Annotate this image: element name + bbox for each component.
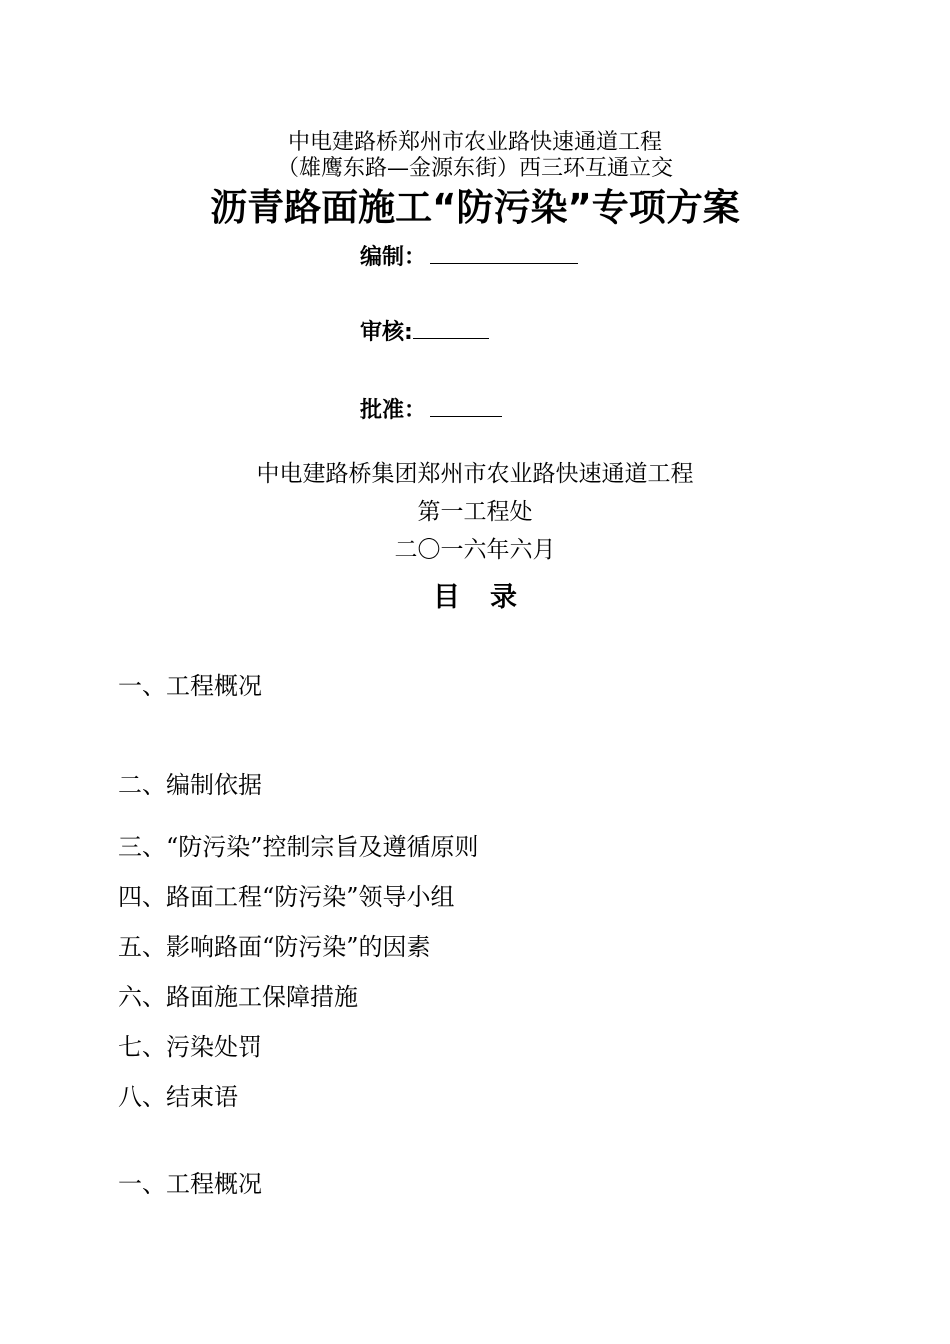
reviewed-by-label: 审核: [360, 320, 413, 345]
toc-item[interactable]: 三、“防污染”控制宗旨及遵循原则 [118, 833, 479, 861]
section-heading: 一、工程概况 [118, 1170, 262, 1198]
toc-title-right: 录 [490, 582, 517, 613]
compiled-by-blank [430, 243, 578, 264]
toc-item[interactable]: 一、工程概况 [118, 672, 262, 700]
compiled-by-label: 编制： [360, 245, 427, 270]
organization-division: 第一工程处 [417, 499, 533, 525]
toc-item[interactable]: 五、影响路面“防污染”的因素 [118, 933, 431, 961]
compiled-by-field [360, 243, 578, 272]
approved-by-label: 批准： [360, 398, 427, 423]
approved-by-blank [430, 396, 502, 417]
approved-by-field [360, 396, 502, 425]
toc-item[interactable]: 七、污染处罚 [118, 1033, 262, 1061]
project-section-line: （雄鹰东路—金源东街）西三环互通立交 [276, 156, 673, 181]
organization-name: 中电建路桥集团郑州市农业路快速通道工程 [256, 461, 694, 487]
document-date: 二〇一六年六月 [394, 537, 556, 563]
reviewed-by-field [360, 318, 489, 347]
toc-item[interactable]: 六、路面施工保障措施 [118, 983, 358, 1011]
toc-title [0, 582, 950, 614]
toc-title-left: 目 [433, 582, 460, 613]
document-title: 沥青路面施工“防污染”专项方案 [210, 186, 740, 229]
reviewed-by-blank [413, 318, 489, 339]
toc-item[interactable]: 二、编制依据 [118, 771, 262, 799]
project-name-line: 中电建路桥郑州市农业路快速通道工程 [287, 130, 662, 155]
toc-item[interactable]: 四、路面工程“防污染”领导小组 [118, 883, 455, 911]
toc-item[interactable]: 八、结束语 [118, 1083, 238, 1111]
